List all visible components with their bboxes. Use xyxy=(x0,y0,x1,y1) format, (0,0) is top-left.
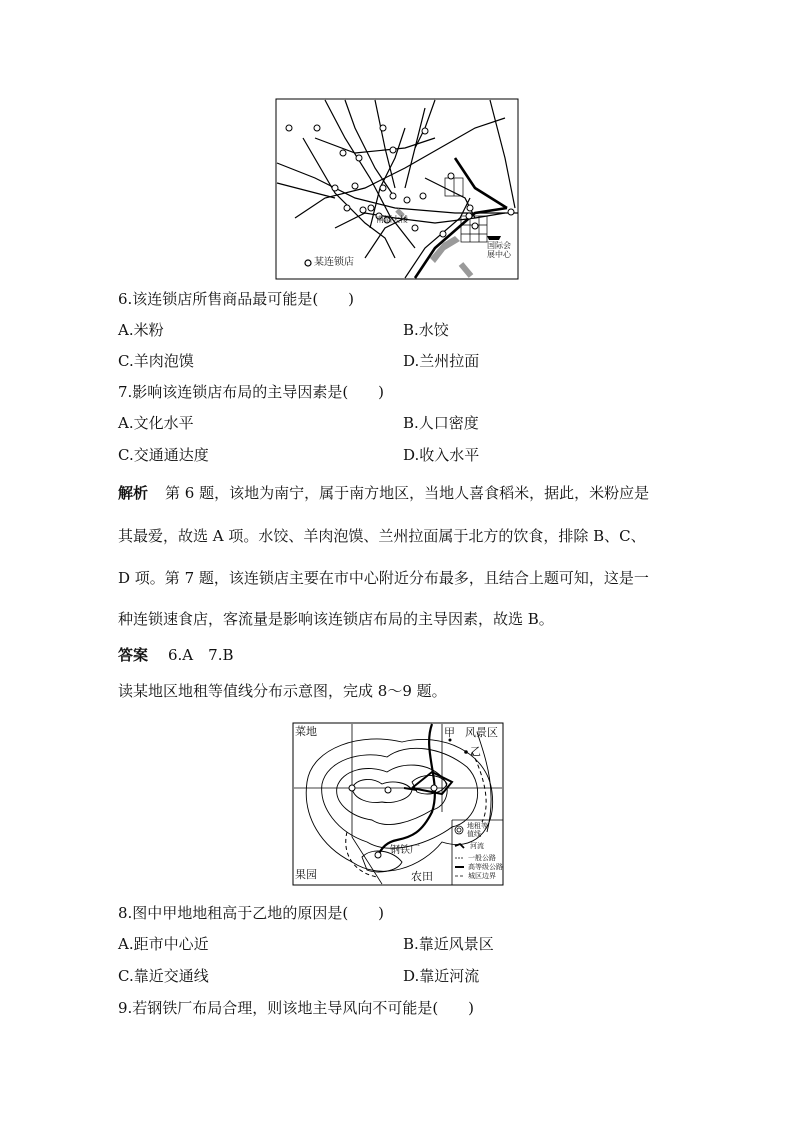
chain-store-map xyxy=(275,98,519,280)
question-8-option-b: B.靠近风景区 xyxy=(403,935,494,953)
map1-expo-label-2: 展中心 xyxy=(487,250,511,259)
map2-jia-label: 甲 xyxy=(444,726,455,739)
map2-legend-boundary: 城区边界 xyxy=(468,872,496,880)
map2-legend-rent-2: 值线 xyxy=(467,830,481,838)
map2-vegetable-label: 菜地 xyxy=(295,725,317,738)
answer-label: 答案 xyxy=(118,646,149,664)
question-7-stem: 7.影响该连锁店布局的主导因素是( ) xyxy=(118,383,385,401)
answer-value: 6.A 7.B xyxy=(168,646,234,664)
map1-hotel-label: 南酒大楼 xyxy=(376,215,408,224)
question-6-option-d: D.兰州拉面 xyxy=(403,352,480,370)
question-6-option-b: B.水饺 xyxy=(403,321,449,339)
question-8-option-d: D.靠近河流 xyxy=(403,967,480,985)
question-7-option-d: D.收入水平 xyxy=(403,446,480,464)
map2-legend-rent-1: 地租等 xyxy=(467,822,488,830)
chain-store-map-drawing xyxy=(275,98,519,280)
analysis-label: 解析 xyxy=(118,484,149,502)
map2-yi-label: 乙 xyxy=(470,745,481,758)
map2-legend-highway: 高等级公路 xyxy=(468,863,503,871)
question-6-stem: 6.该连锁店所售商品最可能是( ) xyxy=(118,290,355,308)
question-7-option-a: A.文化水平 xyxy=(118,414,194,432)
map2-orchard-label: 果园 xyxy=(295,868,317,881)
question-9-stem: 9.若钢铁厂布局合理，则该地主导风向不可能是( ) xyxy=(118,999,475,1017)
analysis-line-3: D 项。第 7 题，该连锁店主要在市中心附近分布最多，且结合上题可知，这是一 xyxy=(118,569,649,587)
question-6-option-c: C.羊肉泡馍 xyxy=(118,352,194,370)
analysis-line-1: 第 6 题，该地为南宁，属于南方地区，当地人喜食稻米，据此，米粉应是 xyxy=(165,484,650,502)
land-rent-map xyxy=(292,722,504,886)
question-8-stem: 8.图中甲地地租高于乙地的原因是( ) xyxy=(118,904,385,922)
question-8-option-a: A.距市中心近 xyxy=(118,935,209,953)
question-7-option-b: B.人口密度 xyxy=(403,414,479,432)
question-6-option-a: A.米粉 xyxy=(118,321,164,339)
analysis-line-4: 种连锁速食店，客流量是影响该连锁店布局的主导因素，故选 B。 xyxy=(118,610,554,628)
map1-expo-label-1: 国际会 xyxy=(487,241,511,250)
map2-scenic-label: 风景区 xyxy=(465,726,498,739)
map2-legend-river: 河流 xyxy=(470,842,484,850)
question-7-option-c: C.交通通达度 xyxy=(118,446,209,464)
map1-legend-label: 某连锁店 xyxy=(314,257,354,268)
map2-legend-road: 一般公路 xyxy=(468,854,496,862)
intro-text: 读某地区地租等值线分布示意图，完成 8～9 题。 xyxy=(118,682,447,700)
map2-steel-label: 钢铁厂 xyxy=(390,845,420,856)
question-8-option-c: C.靠近交通线 xyxy=(118,967,209,985)
map2-farmland-label: 农田 xyxy=(411,870,433,883)
analysis-line-2: 其最爱，故选 A 项。水饺、羊肉泡馍、兰州拉面属于北方的饮食，排除 B、C、 xyxy=(118,527,646,545)
